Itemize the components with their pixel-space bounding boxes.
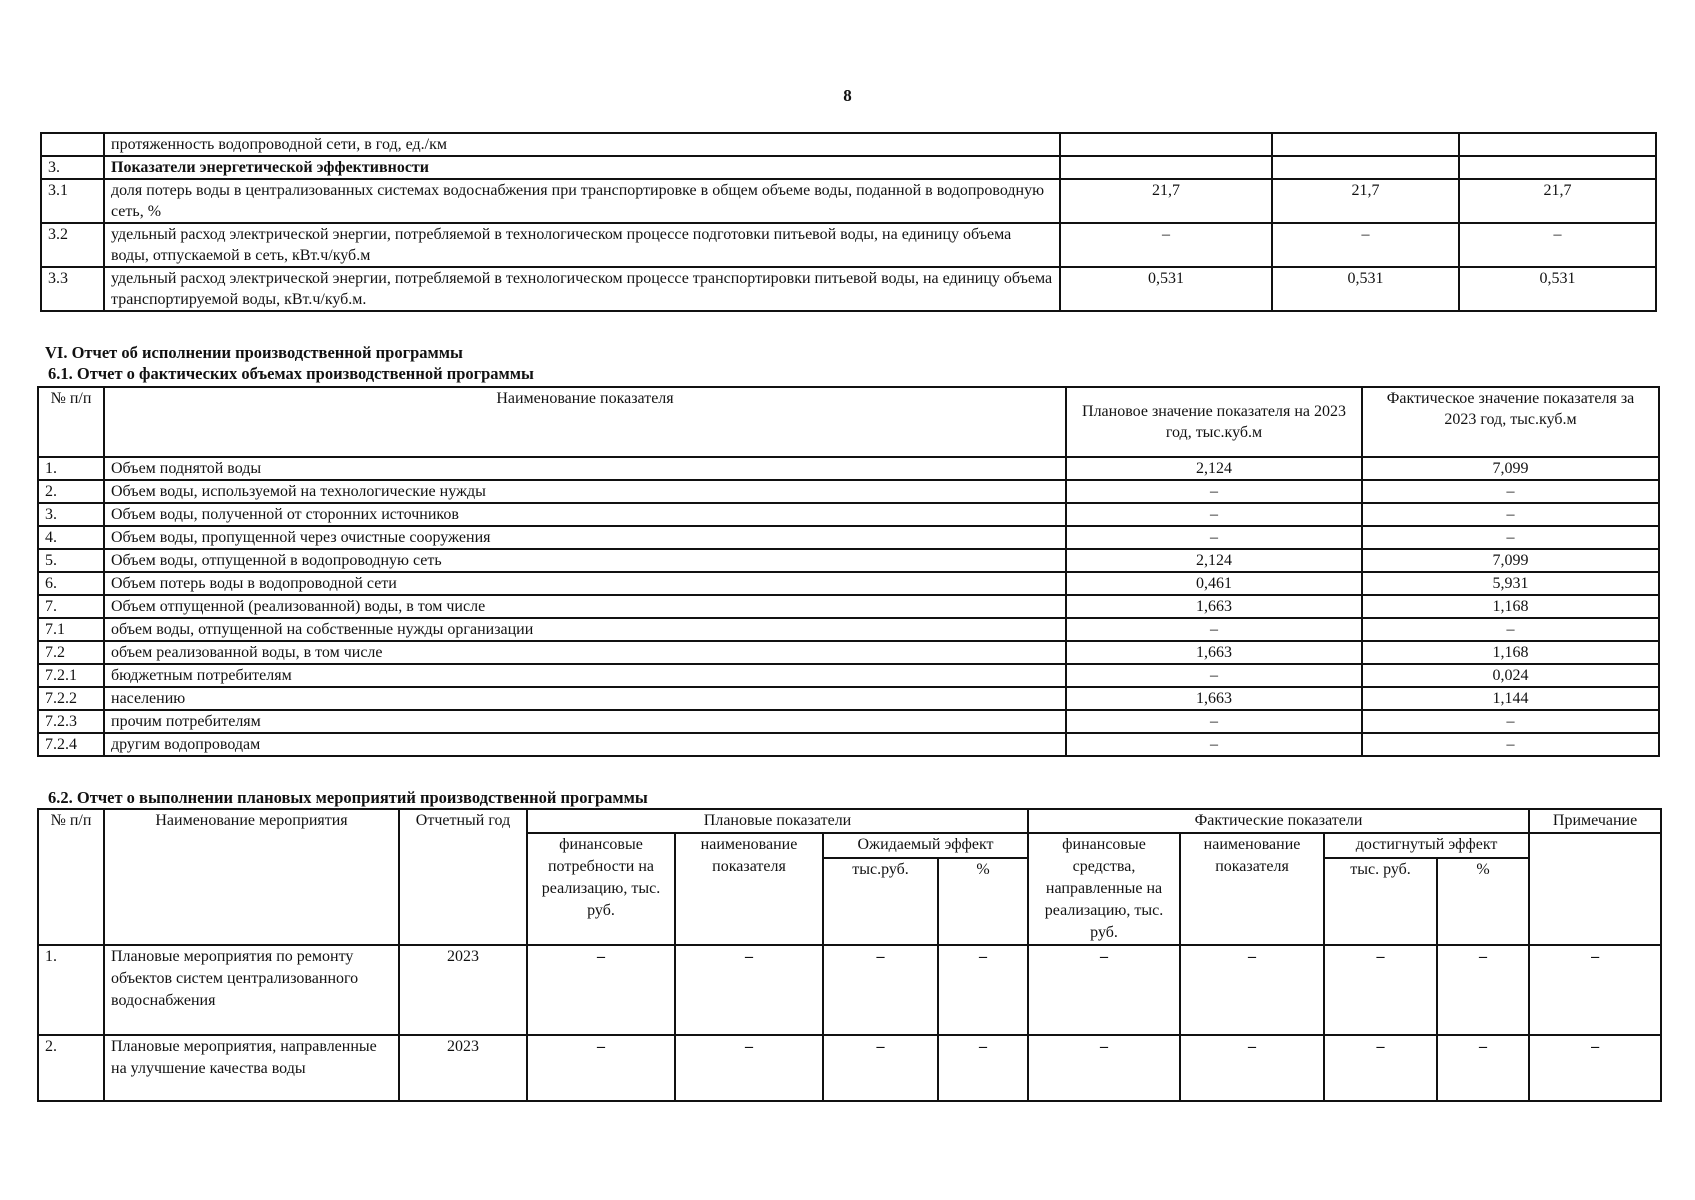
row-plan-value: 1,663 xyxy=(1066,641,1362,664)
row-fact-value: 1,144 xyxy=(1362,687,1659,710)
table-row xyxy=(38,1035,1661,1101)
header-fact-pct: % xyxy=(1437,858,1529,945)
row-year: 2023 xyxy=(399,1035,527,1101)
row-fact-value: 7,099 xyxy=(1362,549,1659,572)
row-value: 21,7 xyxy=(1060,179,1272,223)
row-value: – xyxy=(1180,945,1324,1035)
table-header-row xyxy=(38,387,1659,457)
row-number: 5. xyxy=(38,549,104,572)
header-plan-fin: финансовые потребности на реализацию, тыс. руб. xyxy=(527,833,675,945)
row-number: 7.2 xyxy=(38,641,104,664)
row-fact-value: – xyxy=(1362,710,1659,733)
row-value xyxy=(1060,156,1272,179)
row-name: Объем потерь воды в водопроводной сети xyxy=(104,572,1066,595)
header-plan-group: Плановые показатели xyxy=(527,809,1028,833)
row-name: Объем отпущенной (реализованной) воды, в том числе xyxy=(104,595,1066,618)
header-year: Отчетный год xyxy=(399,809,527,945)
row-plan-value: – xyxy=(1066,526,1362,549)
row-number: 3.3 xyxy=(41,267,104,311)
header-note-empty xyxy=(1529,833,1661,945)
row-name: Объем воды, полученной от сторонних источников xyxy=(104,503,1066,526)
row-number: 3.2 xyxy=(41,223,104,267)
row-value: – xyxy=(823,945,938,1035)
section-6-2-title: 6.2. Отчет о выполнении плановых мероприятий производственной программы xyxy=(48,788,648,807)
row-value: – xyxy=(1459,223,1656,267)
header-num: № п/п xyxy=(38,809,104,945)
row-number: 3. xyxy=(38,503,104,526)
header-fact: Фактическое значение показателя за 2023 год, тыс.куб.м xyxy=(1362,387,1659,457)
row-value: – xyxy=(1324,1035,1437,1101)
header-plan-effect: Ожидаемый эффект xyxy=(823,833,1028,858)
row-value: 0,531 xyxy=(1060,267,1272,311)
row-value: – xyxy=(1060,223,1272,267)
row-value: – xyxy=(1529,945,1661,1035)
row-value: – xyxy=(527,1035,675,1101)
row-fact-value: – xyxy=(1362,733,1659,756)
production-volumes-table xyxy=(37,386,1660,757)
row-fact-value: 1,168 xyxy=(1362,595,1659,618)
row-name: Объем воды, используемой на технологические нужды xyxy=(104,480,1066,503)
row-number: 7.2.2 xyxy=(38,687,104,710)
table-row xyxy=(38,733,1659,756)
row-plan-value: – xyxy=(1066,503,1362,526)
row-plan-value: – xyxy=(1066,618,1362,641)
energy-indicators-table xyxy=(40,132,1657,312)
row-value xyxy=(1060,133,1272,156)
table-row xyxy=(38,618,1659,641)
row-fact-value: 5,931 xyxy=(1362,572,1659,595)
row-value: – xyxy=(675,1035,823,1101)
table-row xyxy=(38,710,1659,733)
row-value: – xyxy=(1437,1035,1529,1101)
row-plan-value: 2,124 xyxy=(1066,549,1362,572)
row-name: Плановые мероприятия по ремонту объектов систем централизованного водоснабжения xyxy=(104,945,399,1035)
row-name: прочим потребителям xyxy=(104,710,1066,733)
row-name: Объем поднятой воды xyxy=(104,457,1066,480)
row-value: – xyxy=(527,945,675,1035)
row-name: населению xyxy=(104,687,1066,710)
table-header-row xyxy=(38,809,1661,833)
row-name: доля потерь воды в централизованных системах водоснабжения при транспортировке в общем объеме воды, поданной в водопроводную сеть, % xyxy=(104,179,1060,223)
table-row xyxy=(41,133,1656,156)
row-fact-value: – xyxy=(1362,526,1659,549)
header-plan-rub: тыс.руб. xyxy=(823,858,938,945)
header-fact-ind: наименование показателя xyxy=(1180,833,1324,945)
row-value: – xyxy=(1324,945,1437,1035)
row-number: 2. xyxy=(38,480,104,503)
table-row xyxy=(38,595,1659,618)
row-fact-value: – xyxy=(1362,618,1659,641)
table-row xyxy=(41,156,1656,179)
row-year: 2023 xyxy=(399,945,527,1035)
section-6-1-title: 6.1. Отчет о фактических объемах производственной программы xyxy=(48,364,534,383)
row-value: 21,7 xyxy=(1459,179,1656,223)
table-row xyxy=(41,267,1656,311)
section-6-title: VI. Отчет об исполнении производственной программы xyxy=(45,343,463,362)
row-value: – xyxy=(1529,1035,1661,1101)
row-value xyxy=(1272,133,1459,156)
row-name: другим водопроводам xyxy=(104,733,1066,756)
table-row xyxy=(38,480,1659,503)
row-number: 7.2.1 xyxy=(38,664,104,687)
row-value: – xyxy=(1437,945,1529,1035)
row-value: – xyxy=(938,1035,1028,1101)
row-plan-value: – xyxy=(1066,733,1362,756)
header-plan-ind: наименование показателя xyxy=(675,833,823,945)
row-value: – xyxy=(1028,1035,1180,1101)
header-fact-rub: тыс. руб. xyxy=(1324,858,1437,945)
header-fact-effect: достигнутый эффект xyxy=(1324,833,1529,858)
row-number: 7.2.3 xyxy=(38,710,104,733)
header-name: Наименование показателя xyxy=(104,387,1066,457)
row-number: 1. xyxy=(38,457,104,480)
row-fact-value: 7,099 xyxy=(1362,457,1659,480)
row-fact-value: – xyxy=(1362,503,1659,526)
row-plan-value: – xyxy=(1066,710,1362,733)
table-row xyxy=(38,664,1659,687)
row-number: 7.2.4 xyxy=(38,733,104,756)
row-value xyxy=(1459,133,1656,156)
row-name: Объем воды, отпущенной в водопроводную сеть xyxy=(104,549,1066,572)
planned-measures-table xyxy=(37,808,1662,1102)
table-row xyxy=(41,223,1656,267)
table-row xyxy=(38,641,1659,664)
row-number: 6. xyxy=(38,572,104,595)
table-row xyxy=(38,572,1659,595)
row-number: 3.1 xyxy=(41,179,104,223)
row-value: – xyxy=(823,1035,938,1101)
table-row xyxy=(38,526,1659,549)
row-number xyxy=(41,133,104,156)
row-number: 7.1 xyxy=(38,618,104,641)
row-name: объем воды, отпущенной на собственные нужды организации xyxy=(104,618,1066,641)
row-name: бюджетным потребителям xyxy=(104,664,1066,687)
row-number: 7. xyxy=(38,595,104,618)
table-row xyxy=(38,945,1661,1035)
row-name: удельный расход электрической энергии, потребляемой в технологическом процессе подготовки питьевой воды, на единицу объема воды, отпускаемой в сеть, кВт.ч/куб.м xyxy=(104,223,1060,267)
row-value: 0,531 xyxy=(1272,267,1459,311)
row-fact-value: 1,168 xyxy=(1362,641,1659,664)
row-name: объем реализованной воды, в том числе xyxy=(104,641,1066,664)
table-row xyxy=(38,457,1659,480)
table-row xyxy=(41,179,1656,223)
row-value xyxy=(1459,156,1656,179)
row-fact-value: 0,024 xyxy=(1362,664,1659,687)
row-plan-value: 1,663 xyxy=(1066,595,1362,618)
header-name: Наименование мероприятия xyxy=(104,809,399,945)
row-value xyxy=(1272,156,1459,179)
row-plan-value: 2,124 xyxy=(1066,457,1362,480)
row-number: 1. xyxy=(38,945,104,1035)
row-number: 4. xyxy=(38,526,104,549)
row-name: Плановые мероприятия, направленные на улучшение качества воды xyxy=(104,1035,399,1101)
page-number: 8 xyxy=(843,86,852,105)
table-row xyxy=(38,503,1659,526)
row-value: – xyxy=(675,945,823,1035)
row-value: – xyxy=(1180,1035,1324,1101)
row-number: 3. xyxy=(41,156,104,179)
header-plan-pct: % xyxy=(938,858,1028,945)
row-name: удельный расход электрической энергии, потребляемой в технологическом процессе транспортировки питьевой воды, на единицу объема транспортируемой воды, кВт.ч/куб.м. xyxy=(104,267,1060,311)
row-plan-value: 0,461 xyxy=(1066,572,1362,595)
table-row xyxy=(38,549,1659,572)
header-num: № п/п xyxy=(38,387,104,457)
table-row xyxy=(38,687,1659,710)
row-name: протяженность водопроводной сети, в год, ед./км xyxy=(104,133,1060,156)
header-fact-group: Фактические показатели xyxy=(1028,809,1529,833)
row-value: – xyxy=(1028,945,1180,1035)
header-plan: Плановое значение показателя на 2023 год, тыс.куб.м xyxy=(1066,387,1362,457)
row-plan-value: – xyxy=(1066,480,1362,503)
header-fact-fin: финансовые средства, направленные на реализацию, тыс. руб. xyxy=(1028,833,1180,945)
row-fact-value: – xyxy=(1362,480,1659,503)
row-plan-value: 1,663 xyxy=(1066,687,1362,710)
row-value: 0,531 xyxy=(1459,267,1656,311)
row-name: Показатели энергетической эффективности xyxy=(104,156,1060,179)
row-value: – xyxy=(938,945,1028,1035)
row-plan-value: – xyxy=(1066,664,1362,687)
row-name: Объем воды, пропущенной через очистные сооружения xyxy=(104,526,1066,549)
row-value: 21,7 xyxy=(1272,179,1459,223)
header-note: Примечание xyxy=(1529,809,1661,833)
row-value: – xyxy=(1272,223,1459,267)
row-number: 2. xyxy=(38,1035,104,1101)
